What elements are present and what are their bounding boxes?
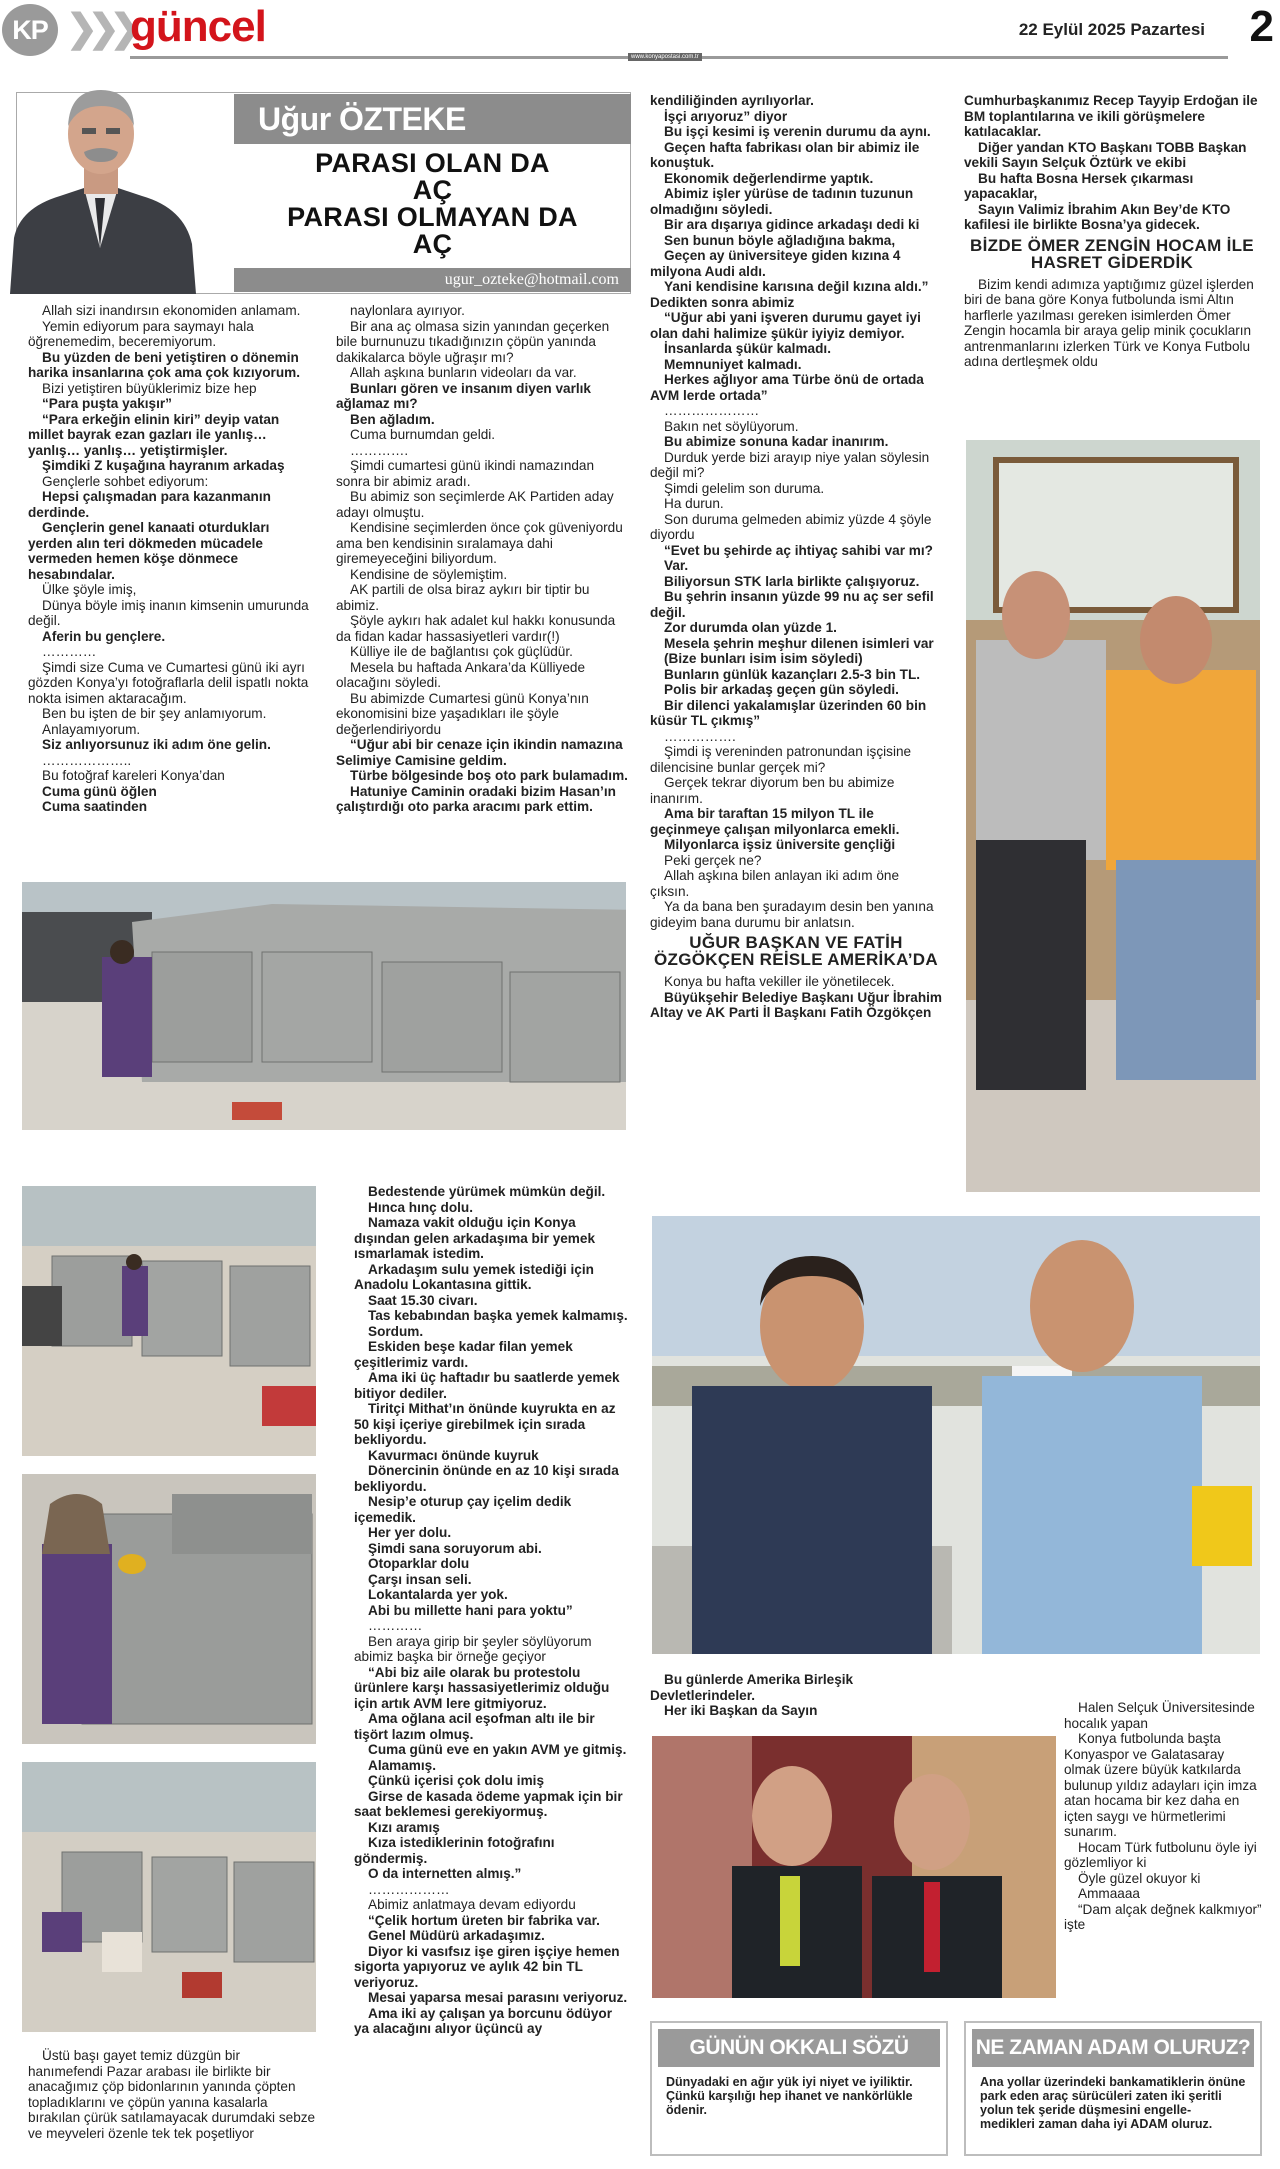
paragraph: Abi bu millette hani para yoktu” <box>368 1602 573 1618</box>
paragraph: Kavurmacı önünde kuyruk <box>368 1447 539 1463</box>
section-title: güncel <box>130 2 266 51</box>
caption-left <box>28 2048 318 2141</box>
paragraph: Şimdiki Z kuşağına hayranım arkadaş <box>42 458 285 473</box>
paragraph: Abimiz işler yürüse de tadının tuzunun olmadığını söyledi. <box>650 186 914 217</box>
saying-box-text: Dünyadaki en ağır yük iyi niyet ve iyiliktir. Çünkü karşılığı hep ihanet ve nankörlükle ödenir. <box>666 2075 913 2117</box>
paragraph: Bir dilenci yakalamışlar üzerinden 60 bin küsür TL çıkmış” <box>650 697 927 728</box>
paragraph: Bu işçi kesimi iş verenin durumu da aynı. <box>664 124 931 139</box>
page-number: 2 <box>1249 2 1274 51</box>
paragraph: Ammaaaa <box>1078 1886 1140 1901</box>
headline-line: PARASI OLMAYAN DA <box>287 202 578 232</box>
photo-altay-ozgokcen <box>652 1216 1260 1654</box>
paragraph: Geçen ay üniversiteye giden kızına 4 milyona Audi aldı. <box>650 248 901 279</box>
paragraph: Durduk yerde bizi arayıp niye yalan söylesin değil mi? <box>650 449 930 480</box>
subheading: BİZDE ÖMER ZENGİN HOCAM İLE HASRET GİDERDİK <box>970 235 1254 272</box>
paragraph: ………… <box>368 1618 423 1633</box>
paragraph: Ama oğlana acil eşofman altı ile bir tişört lazım olmuş. <box>354 1711 595 1742</box>
paragraph: Aferin bu gençlere. <box>42 628 166 644</box>
paragraph: Cuma burnumdan geldi. <box>350 427 496 442</box>
paragraph: Bu fotoğraf kareleri Konya’dan <box>42 768 225 783</box>
paragraph: Allah aşkına bilen anlayan iki adım öne çıksın. <box>650 868 900 899</box>
paragraph: Her iki Başkan da Sayın <box>664 1703 818 1718</box>
paragraph: Konya futbolunda başta Konyaspor ve Galatasaray olmak üzere büyük katkılarda bulunup yıldız adayları için imza atan hocama bir kez daha en içten saygı ve hürmetlerimi sunarım. <box>1064 1731 1257 1839</box>
saying-box <box>650 2021 948 2156</box>
paragraph: Yani kendisine karısına değil kızına aldı.” Dedikten sonra abimiz <box>650 279 929 310</box>
paragraph: Şimdi gelelim son duruma. <box>664 480 825 496</box>
paragraph: Saat 15.30 civarı. <box>368 1292 478 1308</box>
paragraph: Kendisine seçimlerden önce çok güveniyordu ama ben kendisinin sıralamaya dahi giremeyeceğini biliyordum. <box>336 520 623 566</box>
paragraph: İşçi arıyoruz” diyor <box>664 108 788 124</box>
paragraph: ………………… <box>664 403 760 418</box>
paragraph: Allah aşkına bunların videoları da var. <box>350 365 577 380</box>
paragraph: Ekonomik değerlendirme yaptık. <box>664 170 874 186</box>
article-column-2 <box>336 303 628 815</box>
paragraph: Büyükşehir Belediye Başkanı Uğur İbrahim Altay ve AK Parti İl Başkanı Fatih Özgökçen <box>650 989 943 1020</box>
article-column-5 <box>354 1184 630 2037</box>
paragraph: Her yer dolu. <box>368 1525 452 1540</box>
author-email: ugur_ozteke@hotmail.com <box>234 268 631 292</box>
paragraph: Sen bunun böyle ağladığına bakma, <box>664 232 896 248</box>
paragraph: Külliye ile de bağlantısı çok güçlüdür. <box>350 644 573 659</box>
photo-omer-zengin <box>966 440 1260 1192</box>
paragraph: AK partili de olsa biraz aykırı bir tiptir bu abimiz. <box>336 582 590 613</box>
paragraph: Herkes ağlıyor ama Türbe önü de ortada AVM lerde ortada” <box>650 372 924 403</box>
paragraph: “Uğur abi yani işveren durumu gayet iyi olan dahi halimize şükür iyiyiz demiyor. <box>650 310 921 341</box>
kp-logo-icon: KP <box>2 4 58 56</box>
article-column-4 <box>964 93 1260 370</box>
photo-garbage-bins-wide <box>22 882 626 1130</box>
paragraph: Kendisine de söylemiştim. <box>350 566 508 582</box>
paragraph: “Abi biz aile olarak bu protestolu ürünlere karşı hassasiyetlerimiz olduğu için artık AVM lere gitmiyoruz. <box>354 1664 610 1711</box>
paragraph: Öyle güzel okuyor ki <box>1078 1870 1201 1886</box>
paragraph: Geçen hafta fabrikası olan bir abimiz ile konuştuk. <box>650 139 920 170</box>
paragraph: O da internetten almış.” <box>368 1866 522 1881</box>
subheading: UĞUR BAŞKAN VE FATİH ÖZGÖKÇEN REİSLE AMERİKA’DA <box>654 933 938 969</box>
paragraph: Bir ana aç olmasa sizin yanından geçerken bile burnunuzu tıkadığınızın çöpün yanında dakikalarca böyle uğraşır mı? <box>336 318 610 365</box>
paragraph: Bu günlerde Amerika Birleşik Devletlerindeler. <box>650 1672 854 1703</box>
photo-bins-3 <box>22 1762 316 2032</box>
paragraph: “Çelik hortum üreten bir fabrika var. <box>368 1912 600 1928</box>
paragraph: Mesela şehrin meşhur dilenen isimleri var <box>664 635 934 651</box>
paragraph: Bu şehrin insanın yüzde 99 nu aç ser sefil değil. <box>650 589 934 620</box>
paragraph: Çarşı insan seli. <box>368 1571 472 1587</box>
paragraph: Hepsi çalışmadan para kazanmanın derdinde. <box>28 489 271 520</box>
paragraph: Konya bu hafta vekiller ile yönetilecek. <box>664 974 895 989</box>
headline-line: AÇ <box>412 175 453 205</box>
paragraph: Yemin ediyorum para saymayı hala öğrenemedim, beceremiyorum. <box>28 318 254 349</box>
paragraph: Anlayamıyorum. <box>42 721 141 737</box>
paragraph: Ülke şöyle imiş, <box>42 582 137 597</box>
paragraph: ……………… <box>368 1881 450 1897</box>
paragraph: Sayın Valimiz İbrahim Akın Bey’de KTO kafilesi ile birlikte Bosna’ya gidecek. <box>964 201 1231 232</box>
paragraph: Bu abimize sonuna kadar inanırım. <box>664 434 889 449</box>
paragraph: Genel Müdürü arkadaşımız. <box>368 1928 545 1943</box>
paragraph: Şöyle aykırı hak adalet kul hakkı konusunda da fidan kadar hassasiyetleri vardır(!) <box>336 613 616 644</box>
paragraph: Hocam Türk futbolunu öyle iyi gözlemliyor ki <box>1064 1839 1257 1870</box>
paragraph: Allah sizi inandırsın ekonomiden anlamam. <box>42 303 301 318</box>
paragraph: Peki gerçek ne? <box>664 852 762 868</box>
author-portrait <box>0 48 200 294</box>
paragraph: Ben bu işten de bir şey anlamıyorum. <box>42 706 267 721</box>
paragraph: (Bize bunları isim isim söyledi) <box>664 651 863 666</box>
paragraph: Bunları gören ve insanım diyen varlık ağlamaz mı? <box>336 380 591 411</box>
paragraph: Diyor ki vasıfsız işe giren işçiye hemen sigorta yapıyoruz ve aylık 42 bin TL veriyoruz. <box>354 1943 620 1990</box>
caption-right <box>1064 1700 1262 1933</box>
paragraph: Bizi yetiştiren büyüklerimiz bize hep <box>42 380 257 396</box>
paragraph: naylonlara ayırıyor. <box>350 303 465 318</box>
paragraph: “Uğur abi bir cenaze için ikindin namazına Selimiye Camisine geldim. <box>336 737 623 768</box>
paragraph: Bedestende yürümek mümkün değil. <box>368 1184 606 1199</box>
paragraph: Namaza vakit olduğu için Konya dışından gelen arkadaşıma bir yemek ısmarlamak istedim. <box>354 1215 596 1261</box>
when-box-text: Ana yollar üzerindeki bankamatiklerin önüne park eden araç sürücüleri zaten iki şeritli yolun tek şeride düşmesini engelle-medikleri zaman daha iyi ADAM oluruz. <box>980 2075 1246 2131</box>
paragraph: Ama iki ay çalışan ya borcunu ödüyor ya alacağını alıyor üçüncü ay <box>354 2005 613 2036</box>
paragraph: Tiritçi Mithat’ın önünde kuyrukta en az 50 kişi içeriye girebilmek için sırada bekliyordu. <box>354 1401 616 1447</box>
photo-bins-2 <box>22 1474 316 1744</box>
paragraph: Ben araya girip bir şeyler söylüyorum abimiz başka bir örneğe geçiyor <box>354 1633 592 1664</box>
paragraph: Çünkü içerisi çok dolu imiş <box>368 1773 545 1788</box>
paragraph: Ama iki üç haftadır bu saatlerde yemek bitiyor dediler. <box>354 1370 620 1401</box>
paragraph: Türbe bölgesinde boş oto park bulamadım. <box>350 768 628 783</box>
paragraph: Nesip’e oturup çay içelim dedik içemedik. <box>354 1494 572 1525</box>
paragraph: Ben ağladım. <box>350 411 435 427</box>
paragraph: Biliyorsun STK larla birlikte çalışıyoruz. <box>664 573 920 589</box>
paragraph: Diğer yandan KTO Başkanı TOBB Başkan vekili Sayın Selçuk Öztürk ve ekibi <box>964 139 1247 170</box>
paragraph: Bu yüzden de beni yetiştiren o dönemin harika insanlarına çok ama çok kızıyorum. <box>28 349 300 380</box>
paragraph: Bir ara dışarıya gidince arkadaşı dedi ki <box>664 217 920 232</box>
headline-line: AÇ <box>412 229 453 259</box>
paragraph: Zor durumda olan yüzde 1. <box>664 620 837 635</box>
paragraph: Son duruma gelmeden abimiz yüzde 4 şöyle diyordu <box>650 511 932 542</box>
author-last-name: ÖZTEKE <box>339 101 466 137</box>
paragraph: Alamamış. <box>368 1757 437 1773</box>
paragraph: Kıza istediklerinin fotoğrafını göndermiş. <box>354 1835 555 1866</box>
paragraph: Şimdi iş vereninden patronundan işçisine dilencisine bunlar gerçek mi? <box>650 744 912 775</box>
paragraph: İnsanlarda şükür kalmadı. <box>664 341 831 356</box>
paragraph: Polis bir arkadaş geçen gün söyledi. <box>664 682 899 697</box>
paragraph: Bakın net söylüyorum. <box>664 418 799 434</box>
article-headline <box>235 150 630 258</box>
paragraph: Cumhurbaşkanımız Recep Tayyip Erdoğan ile BM toplantılarına ve ikili görüşmelere katılacaklar. <box>964 93 1258 139</box>
paragraph: Siz anlıyorsunuz iki adım öne gelin. <box>42 737 271 752</box>
paragraph: Bu abimiz son seçimlerde AK Partiden aday adayı olmuştu. <box>336 489 614 520</box>
paragraph: ……………. <box>664 728 736 744</box>
paragraph: Ama bir taraftan 15 milyon TL ile geçinmeye çalışan milyonlarca emekli. <box>650 806 900 837</box>
caption-left-text: Üstü başı gayet temiz düzgün bir hanımefendi Pazar arabası ile birlikte bir anacağımız çöp bidonlarının yanında çöpten topladıklarını ve çöpün yanına kasalarla bırakılan çürük satılamayacak durumdaki sebze ve meyveleri özenle tek tek poşetliyor <box>28 2048 316 2141</box>
saying-box-title: GÜNÜN OKKALI SÖZÜ <box>658 2029 940 2067</box>
photo-bins-1 <box>22 1186 316 1456</box>
paragraph: “Para erkeğin elinin kiri” deyip vatan millet bayrak ezan gazları ile yanlış… yanlış… yanlış… yetiştirmişler. <box>28 411 280 458</box>
paragraph: …………. <box>350 442 409 458</box>
paragraph: Abimiz anlatmaya devam ediyordu <box>368 1897 576 1912</box>
paragraph: Bu hafta Bosna Hersek çıkarması yapacaklar, <box>964 170 1194 201</box>
paragraph: Şimdi size Cuma ve Cumartesi günü iki ayrı gözden Konya’yı fotoğraflarla delil ispatlı nokta nokta isimen aktaracağım. <box>28 659 309 706</box>
paragraph: Ha durun. <box>664 496 724 511</box>
paragraph: Milyonlarca işsiz üniversite gençliği <box>664 837 896 852</box>
paragraph: “Para puşta yakışır” <box>42 396 172 411</box>
paragraph: Şimdi sana soruyorum abi. <box>368 1540 542 1556</box>
paragraph: Hınca hınç dolu. <box>368 1199 473 1215</box>
issue-date: 22 Eylül 2025 Pazartesi <box>1018 20 1205 39</box>
paragraph: Gençlerin genel kanaati oturdukları yerden alın teri dökmeden mücadele vermeden hemen köşe dönmece hesabındalar. <box>28 520 270 582</box>
paragraph: Girse de kasada ödeme yapmak için bir saat beklemesi gerekiyormuş. <box>354 1788 623 1819</box>
paragraph: ……………….. <box>42 752 132 768</box>
article-column-1 <box>28 303 314 815</box>
paragraph: Gençlerle sohbet ediyorum: <box>42 473 209 489</box>
author-name <box>234 94 631 144</box>
paragraph: Gerçek tekrar diyorum ben bu abimize inanırım. <box>650 775 895 806</box>
paragraph: Dönercinin önünde en az 10 kişi sırada bekliyordu. <box>354 1463 619 1494</box>
paragraph: Cuma günü eve en yakın AVM ye gitmiş. <box>368 1742 627 1757</box>
paragraph: kendiliğinden ayrılıyorlar. <box>650 93 814 108</box>
paragraph: Ya da bana ben şuradayım desin ben yanına gideyim bana durumu bir anlatsın. <box>650 899 934 930</box>
paragraph: Cuma günü öğlen <box>42 783 157 799</box>
paragraph: ………… <box>42 644 97 659</box>
when-box <box>964 2021 1262 2156</box>
paragraph: Dünya böyle imiş inanın kimsenin umurunda değil. <box>28 597 309 628</box>
paragraph: Lokantalarda yer yok. <box>368 1587 508 1602</box>
author-first-name: Uğur <box>258 101 331 137</box>
paragraph: Bunların günlük kazançları 2.5-3 bin TL. <box>664 666 921 682</box>
paragraph: Mesela bu haftada Ankara’da Külliyede olacağını söyledi. <box>336 659 586 690</box>
paragraph: Cuma saatinden <box>42 799 147 814</box>
paragraph: “Evet bu şehirde aç ihtiyaç sahibi var mı? <box>664 542 933 558</box>
chevron-arrows-icon: ❯❯❯ <box>66 8 132 50</box>
photo-hisarcikli-ozturk <box>652 1736 1056 1998</box>
paragraph: Arkadaşım sulu yemek istediği için Anadolu Lokantasına gittik. <box>354 1261 594 1292</box>
paragraph: Kızı aramış <box>368 1819 440 1835</box>
paragraph: Mesai yaparsa mesai parasını veriyoruz. <box>368 1990 628 2005</box>
caption-middle <box>650 1672 950 1719</box>
headline-line: PARASI OLAN DA <box>315 148 550 178</box>
paragraph: Şimdi cumartesi günü ikindi namazından sonra bir abimiz aradı. <box>336 458 595 489</box>
paragraph: Bu abimizde Cumartesi günü Konya’nın ekonomisini bize yaşadıkları ile şöyle değerlendiriyordu <box>336 690 589 737</box>
paragraph: Tas kebabından başka yemek kalmamış. <box>368 1308 628 1323</box>
paragraph: Hatuniye Caminin oradaki bizim Hasan’ın çalıştırdığı oto parka aracımı park ettim. <box>336 783 616 814</box>
paragraph: Memnuniyet kalmadı. <box>664 356 802 372</box>
paragraph: “Dam alçak değnek kalkmıyor” işte <box>1064 1901 1262 1932</box>
article-column-3 <box>650 93 942 1021</box>
paragraph: Sordum. <box>368 1323 424 1339</box>
paragraph: Otoparklar dolu <box>368 1556 470 1571</box>
paragraph: Eskiden beşe kadar filan yemek çeşitlerimiz vardı. <box>354 1339 573 1370</box>
paragraph: Var. <box>664 558 689 573</box>
paragraph: Halen Selçuk Üniversitesinde hocalık yapan <box>1064 1700 1255 1731</box>
paragraph: Bizim kendi adımıza yaptığımız güzel işlerden biri de bana göre Konya futbolunda ismi Altın harflerle yazılması gereken isimlerden Ömer Zengin hocamla bir araya gelip minik çocukların antrenmanlarını izlerken Türk ve Konya Futbolu adına dertleşmek oldu <box>964 276 1254 369</box>
when-box-title: NE ZAMAN ADAM OLURUZ? <box>972 2029 1254 2067</box>
site-url: www.konyapostasi.com.tr <box>628 53 702 61</box>
